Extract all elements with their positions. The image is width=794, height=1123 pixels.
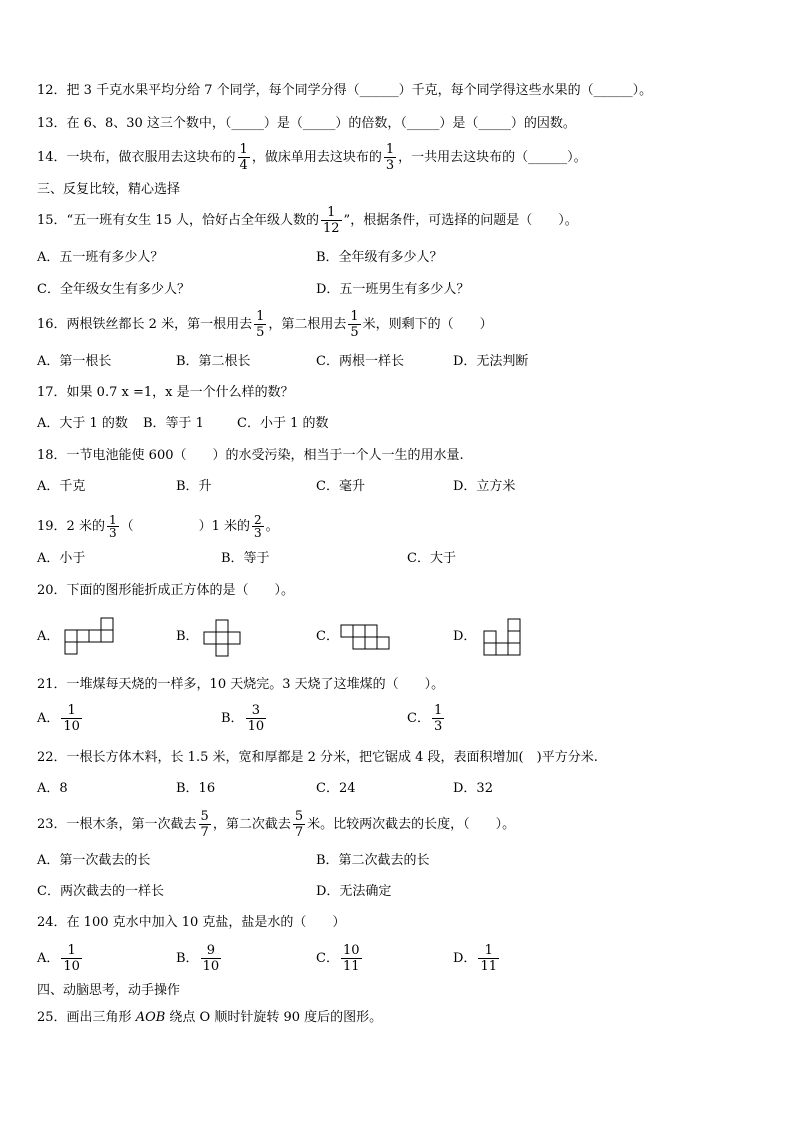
- option-b: B．等于: [221, 551, 270, 566]
- fraction: $\frac{10}{11}$: [342, 943, 360, 974]
- option-a: A．第一根长: [37, 354, 112, 369]
- triangle-label: AOB: [135, 1010, 166, 1025]
- option-b: B．第二根长: [176, 354, 251, 369]
- fraction: $\frac{1}{3}$: [433, 703, 443, 734]
- option-c: C．全年级女生有多少人？: [37, 282, 190, 297]
- option-a: A． $\frac{1}{10}$: [37, 943, 80, 974]
- fraction: $\frac{1}{3}$: [108, 513, 117, 540]
- option-b: B． $\frac{3}{10}$: [221, 703, 265, 734]
- option-d: D．立方米: [453, 479, 516, 494]
- q19-text-mid: （ ）1 米的: [120, 519, 250, 534]
- question-12: 12．把 3 千克水果平均分给 7 个同学，每个同学分得（______）千克，每个同学得这些水果的（______）。: [37, 83, 653, 98]
- question-22: 22．一根长方体木料，长 1.5 米，宽和厚都是 2 分米，把它锯成 4 段，表面积增加( )平方分米.: [37, 750, 598, 765]
- option-a: A．第一次截去的长: [37, 853, 151, 868]
- option-c: C．: [316, 629, 339, 644]
- question-18: 18．一节电池能使 600（ ）的水受污染，相当于一个人一生的用水量.: [37, 448, 464, 463]
- fraction: $\frac{2}{3}$: [254, 513, 262, 540]
- question-20: 20．下面的图形能折成正方体的是（ ）。: [37, 583, 295, 598]
- fraction: $\frac{1}{11}$: [480, 943, 497, 974]
- q16-text-pre: 16．两根铁丝都长 2 米，第一根用去: [37, 317, 253, 332]
- question-15: [37, 205, 578, 236]
- option-c: C． $\frac{10}{11}$: [316, 943, 360, 974]
- q19-text-pre: 19．2 米的: [37, 519, 105, 534]
- q23-text-post: 米。比较两次截去的长度，（ ）。: [307, 817, 516, 832]
- question-23: [37, 809, 515, 840]
- option-b: B．16: [176, 781, 216, 796]
- q14-text-mid: ，做床单用去这块布的: [251, 150, 382, 165]
- option-c: C．小于 1 的数: [237, 416, 329, 431]
- fraction: $\frac{3}{10}$: [247, 703, 265, 734]
- option-a: A．五一班有多少人？: [37, 250, 164, 265]
- question-21: 21．一堆煤每天烧的一样多，10 天烧完。3 天烧了这堆煤的（ ）。: [37, 677, 445, 692]
- q15-text-pre: 15．“五一班有女生 15 人，恰好占全年级人数的: [37, 213, 319, 228]
- question-19: [37, 514, 279, 539]
- fraction: $\frac{1}{5}$: [350, 309, 359, 340]
- question-16: [37, 309, 493, 340]
- fraction: $\frac{9}{10}$: [202, 943, 220, 974]
- section-4-heading: 四、动脑思考，动手操作: [37, 983, 181, 998]
- cube-net-b: [203, 619, 241, 657]
- fraction: $\frac{5}{7}$: [200, 809, 209, 840]
- fraction: $\frac{1}{10}$: [63, 703, 80, 734]
- q19-text-post: 。: [265, 519, 279, 534]
- question-14: [37, 142, 587, 173]
- option-a: A．大于 1 的数: [37, 416, 128, 431]
- option-a: A． $\frac{1}{10}$: [37, 703, 80, 734]
- cube-net-c: [340, 624, 392, 650]
- option-d: D． $\frac{1}{11}$: [453, 943, 497, 974]
- fraction: $\frac{1}{10}$: [63, 943, 80, 974]
- fraction: $\frac{5}{7}$: [294, 809, 304, 840]
- option-b: B． $\frac{9}{10}$: [176, 943, 220, 974]
- option-c: C．毫升: [316, 479, 365, 494]
- fraction: $\frac{1}{5}$: [256, 309, 265, 340]
- option-c: C．两根一样长: [316, 354, 404, 369]
- option-a: A．: [37, 629, 60, 644]
- fraction: $\frac{1}{4}$: [239, 142, 248, 173]
- cube-net-a: [64, 617, 116, 655]
- q16-text-mid: ，第二根用去: [268, 317, 347, 332]
- q14-text-post: ，一共用去这块布的（______）。: [398, 150, 587, 165]
- question-17: 17．如果 0.7 x =1，x 是一个什么样的数？: [37, 385, 294, 400]
- option-d: D．五一班男生有多少人？: [316, 282, 470, 297]
- q15-text-post: ”，根据条件，可选择的问题是（ ）。: [343, 213, 578, 228]
- fraction: $\frac{1}{12}$: [323, 205, 340, 236]
- option-d: D．32: [453, 781, 493, 796]
- option-c: C．两次截去的一样长: [37, 884, 164, 899]
- option-b: B．全年级有多少人？: [316, 250, 443, 265]
- option-c: C．24: [316, 781, 356, 796]
- q23-text-mid: ，第二次截去: [212, 817, 291, 832]
- question-25: 25．画出三角形 AOB 绕点 O 顺时针旋转 90 度后的图形。: [37, 1010, 383, 1025]
- option-b: B．等于 1: [143, 416, 204, 431]
- option-b: B．升: [176, 479, 212, 494]
- section-3-heading: 三、反复比较，精心选择: [37, 182, 181, 197]
- option-c: C．大于: [407, 551, 456, 566]
- question-13: 13．在 6、8、30 这三个数中，（_____）是（_____）的倍数，（_____）是（_____）的因数。: [37, 116, 576, 131]
- option-d: D．无法确定: [316, 884, 392, 899]
- option-b: B．第二次截去的长: [316, 853, 430, 868]
- q14-text-pre: 14．一块布，做衣服用去这块布的: [37, 150, 236, 165]
- option-a: A．千克: [37, 479, 86, 494]
- option-a: A．8: [37, 781, 68, 796]
- q16-text-post: 米，则剩下的（ ）: [362, 317, 493, 332]
- option-d: D．: [453, 629, 477, 644]
- cube-net-d: [483, 618, 523, 658]
- fraction: $\frac{1}{3}$: [385, 142, 395, 173]
- option-b: B．: [176, 629, 199, 644]
- option-a: A．小于: [37, 551, 86, 566]
- question-24: 24．在 100 克水中加入 10 克盐，盐是水的（ ）: [37, 915, 346, 930]
- option-d: D．无法判断: [453, 354, 529, 369]
- q23-text-pre: 23．一根木条，第一次截去: [37, 817, 197, 832]
- option-c: C． $\frac{1}{3}$: [407, 703, 443, 734]
